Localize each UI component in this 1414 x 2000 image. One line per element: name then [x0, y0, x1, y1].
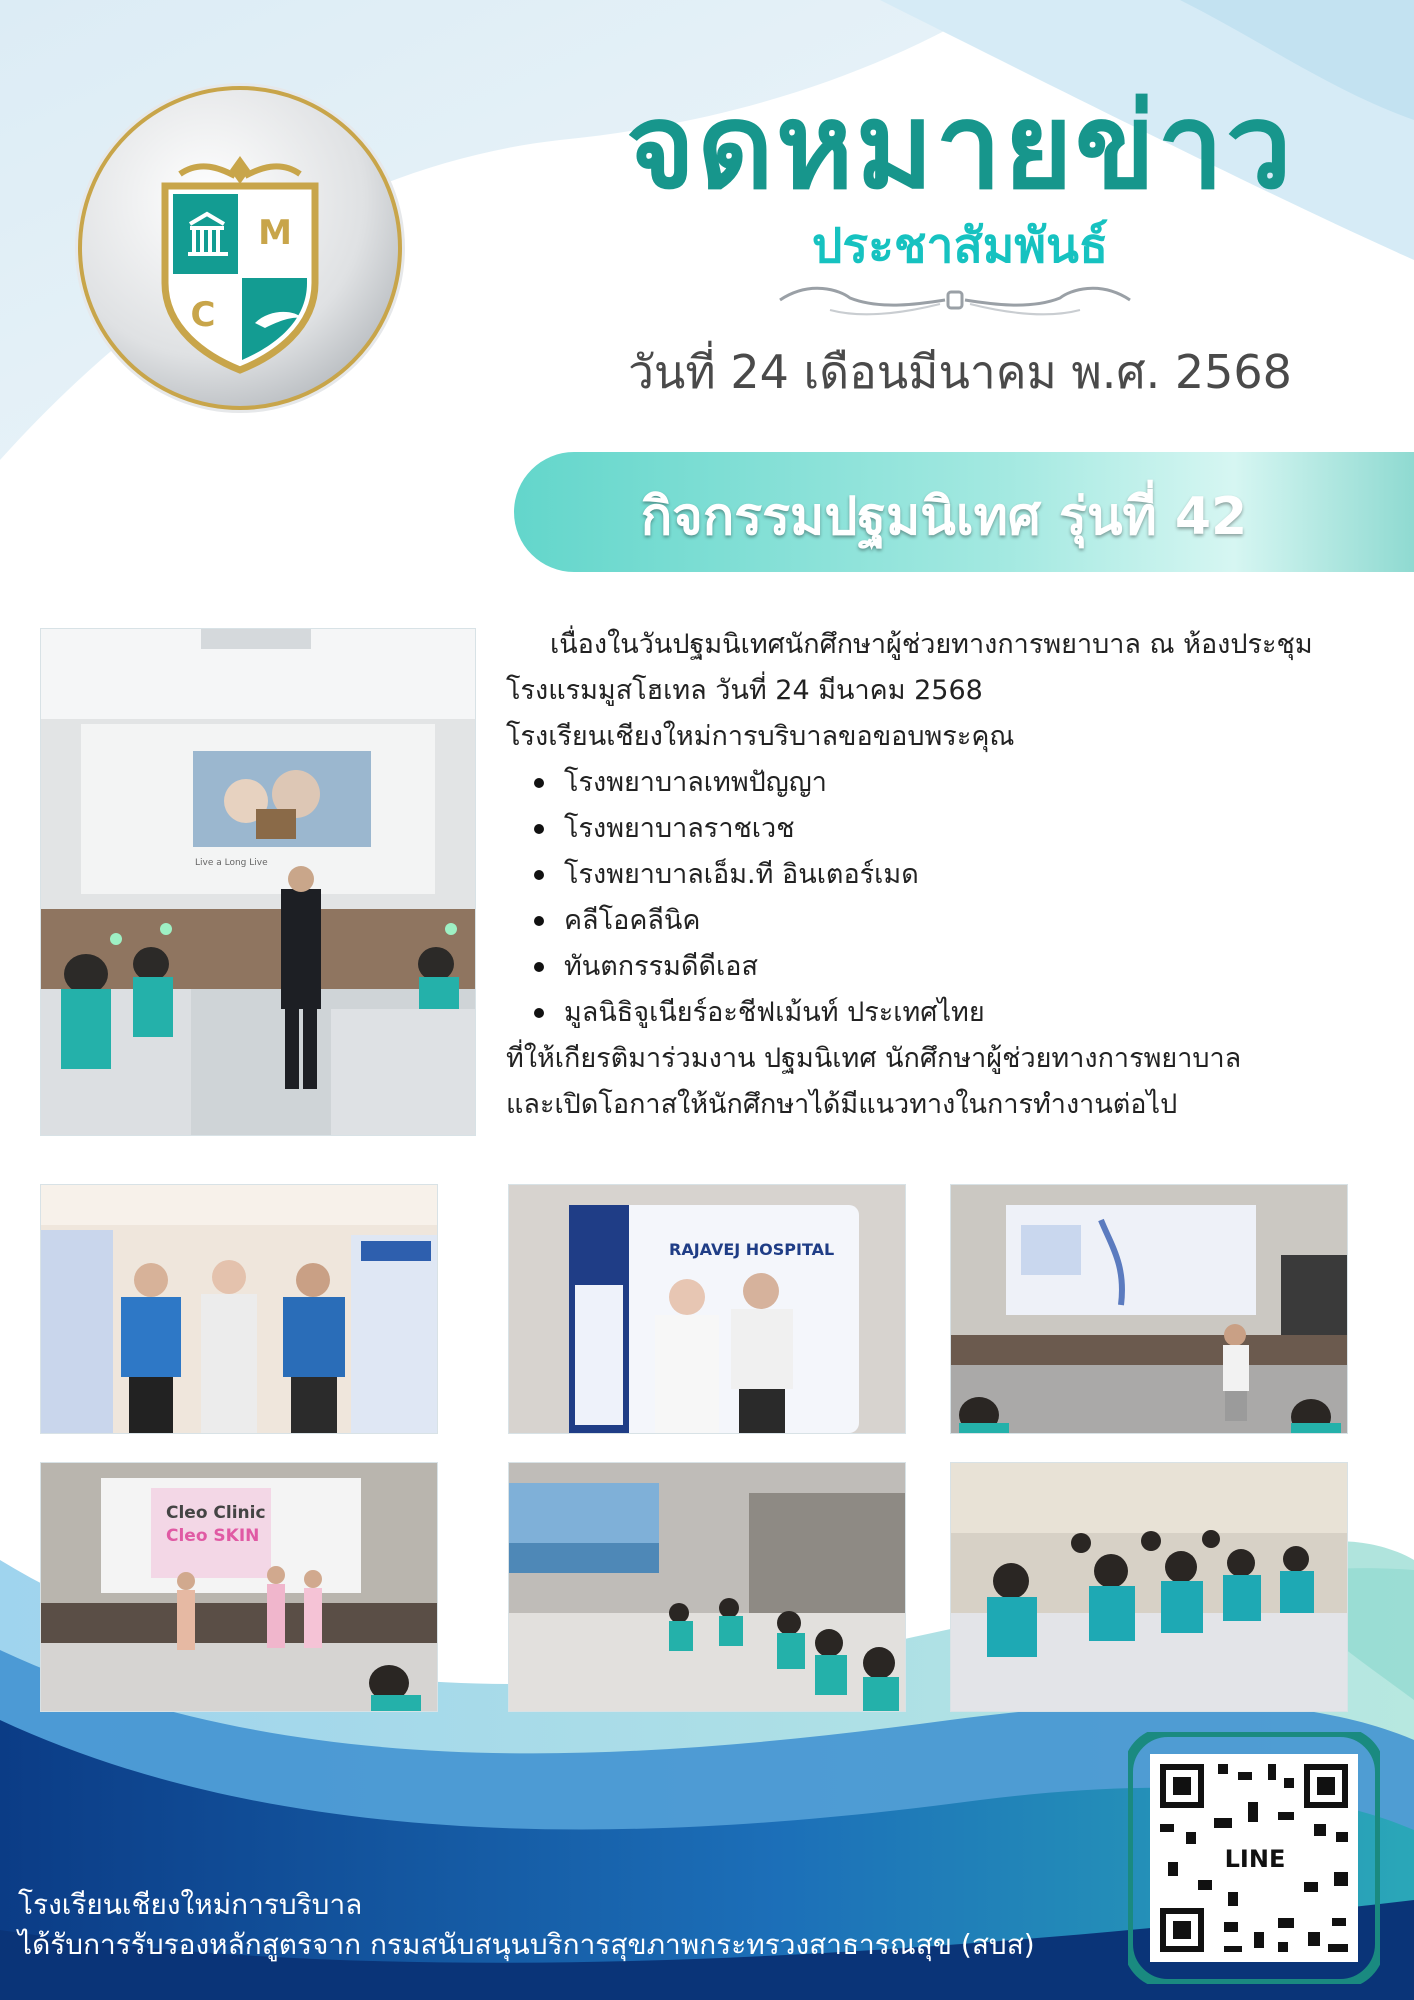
logo-letter-m: M — [258, 213, 292, 253]
booth-sign: RAJAVEJ HOSPITAL — [669, 1240, 835, 1259]
school-logo — [70, 78, 410, 418]
divider-ornament — [770, 280, 1140, 320]
newsletter-title: จดหมายข่าว — [626, 77, 1294, 215]
article-closing-line2: และเปิดโอกาสให้นักศึกษาได้มีแนวทางในการทำงานต่อไป — [506, 1089, 1178, 1120]
photo-rajavej-booth — [508, 1184, 906, 1434]
slide-caption: Live a Long Live — [195, 858, 268, 868]
thanks-item: คลีโอคลีนิค — [564, 898, 1386, 944]
thanks-item: โรงพยาบาลเทพปัญญา — [564, 760, 1386, 806]
line-qr-code[interactable] — [1128, 1732, 1380, 1984]
footer-accreditation: ได้รับการรับรองหลักสูตรจาก กรมสนับสนุนบริการสุขภาพกระทรวงสาธารณสุข (สบส) — [18, 1928, 1035, 1961]
newsletter-subtitle: ประชาสัมพันธ์ — [811, 218, 1109, 274]
clinic-sign-skin: Cleo SKIN — [166, 1526, 260, 1546]
thanks-item: ทันตกรรมดีดีเอส — [564, 944, 1386, 990]
thanks-item: โรงพยาบาลราชเวช — [564, 806, 1386, 852]
thanks-list — [506, 760, 1386, 1036]
activity-title: กิจกรรมปฐมนิเทศ รุ่นที่ 42 — [640, 487, 1248, 547]
photo-presentation-map — [950, 1184, 1348, 1434]
article-intro-line1: เนื่องในวันปฐมนิเทศนักศึกษาผู้ช่วยทางการพยาบาล ณ ห้องประชุม — [550, 629, 1313, 660]
photo-students-seated — [950, 1462, 1348, 1712]
footer — [18, 1885, 1035, 1965]
article-intro-line2: โรงแรมมูสโฮเทล วันที่ 24 มีนาคม 2568 — [506, 675, 983, 706]
photo-cleo-clinic — [40, 1462, 438, 1712]
thanks-item: โรงพยาบาลเอ็ม.ที อินเตอร์เมด — [564, 852, 1386, 898]
footer-school-name: โรงเรียนเชียงใหม่การบริบาล — [18, 1888, 363, 1921]
photo-students-room — [508, 1462, 906, 1712]
article-intro-line3: โรงเรียนเชียงใหม่การบริบาลขอขอบพระคุณ — [506, 721, 1015, 752]
article-closing-line1: ที่ให้เกียรติมาร่วมงาน ปฐมนิเทศ นักศึกษาผู้ช่วยทางการพยาบาล — [506, 1043, 1242, 1074]
clinic-sign: Cleo Clinic — [166, 1503, 266, 1523]
photo-speaker — [40, 628, 476, 1136]
article-body — [506, 622, 1386, 1128]
logo-letter-c: C — [190, 295, 216, 335]
thanks-item: มูลนิธิจูเนียร์อะชีฟเม้นท์ ประเทศไทย — [564, 990, 1386, 1036]
newsletter-date: วันที่ 24 เดือนมีนาคม พ.ศ. 2568 — [628, 345, 1292, 399]
photo-tepanya-staff — [40, 1184, 438, 1434]
qr-line-label: LINE — [1224, 1845, 1286, 1873]
